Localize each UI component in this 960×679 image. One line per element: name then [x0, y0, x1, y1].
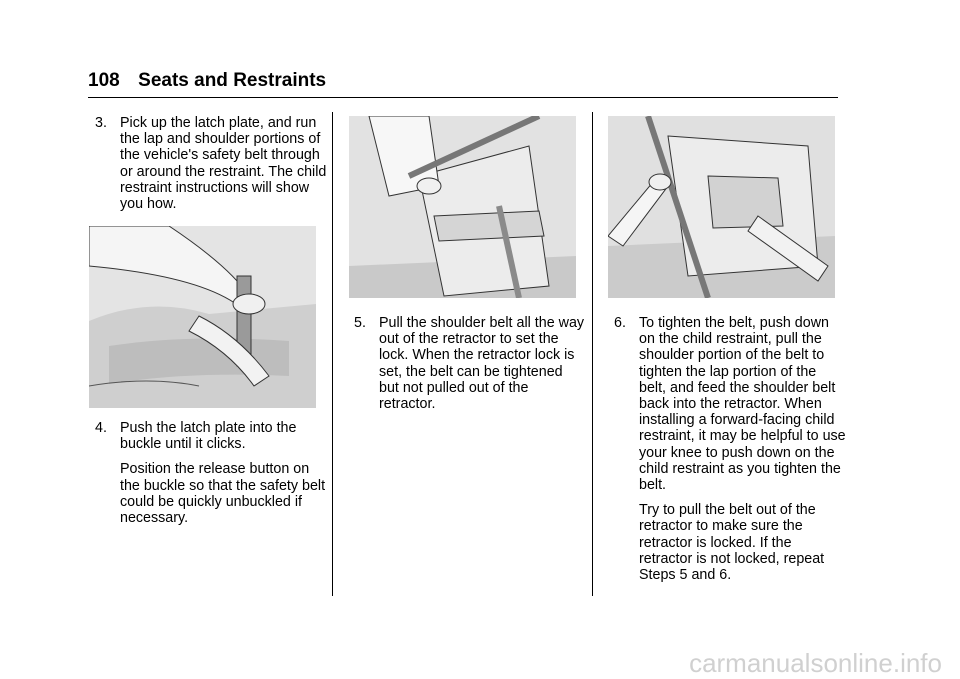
step-number: 6. [614, 315, 626, 331]
step-number: 4. [95, 420, 107, 436]
step-note: Position the release button on the buckle so that the safety belt could be quickly unbuckled if necessary. [120, 461, 326, 527]
header-rule [88, 97, 838, 98]
step-text: Push the latch plate into the buckle until it clicks. [120, 420, 297, 453]
shoulder-belt-illustration [349, 116, 576, 298]
step-4 [95, 420, 330, 526]
tighten-belt-drawing [608, 116, 835, 298]
step-3 [95, 115, 330, 212]
shoulder-belt-drawing [349, 116, 576, 298]
step-text: Pick up the latch plate, and run the lap and shoulder portions of the vehicle's safety belt through or around the restraint. The child restraint instructions will show you how. [120, 115, 327, 213]
page-header [88, 70, 838, 92]
step-number: 5. [354, 315, 366, 331]
section-title: Seats and Restraints [138, 70, 327, 91]
step-6 [614, 315, 846, 583]
latch-plate-illustration [89, 226, 316, 408]
page-number: 108 [88, 70, 120, 91]
step-5 [354, 315, 586, 412]
column-divider-1 [332, 112, 333, 596]
step-text: To tighten the belt, push down on the child restraint, pull the shoulder portion of the belt to tighten the lap portion of the belt, and feed the shoulder belt back into the retractor. When installing a forward-facing child restraint, it may be helpful to use your knee to push down on the child restraint as you tighten the belt. [639, 315, 846, 494]
watermark: carmanualsonline.info [689, 648, 942, 678]
latch-plate-drawing [89, 226, 316, 408]
step-note: Try to pull the belt out of the retractor to make sure the retractor is locked. If the retractor is not locked, repeat Steps 5 and 6. [639, 502, 825, 584]
step-number: 3. [95, 115, 107, 131]
step-text: Pull the shoulder belt all the way out of the retractor to set the lock. When the retractor lock is set, the belt can be tightened but not pulled out of the retractor. [379, 315, 585, 413]
column-divider-2 [592, 112, 593, 596]
tighten-belt-illustration [608, 116, 835, 298]
